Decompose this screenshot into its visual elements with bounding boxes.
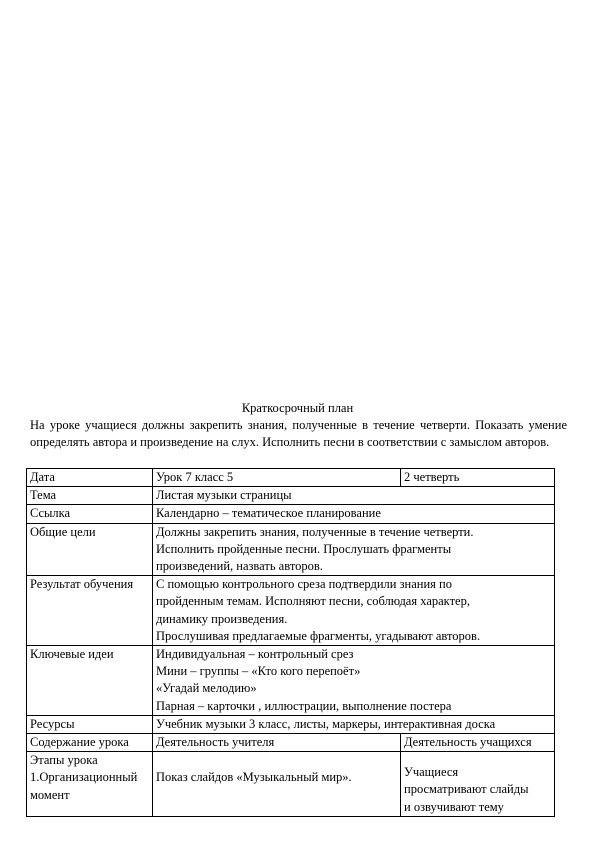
intro-paragraph: На уроке учащиеся должны закрепить знания, полученные в течение четверти. Показать умение определять автора и произведение на слух. Исполнить песни в соответствии с замыслом авторов. — [30, 418, 567, 449]
ideas-line: Парная – карточки , иллюстрации, выполнение постера — [156, 698, 452, 713]
students-line: просматривают слайды — [404, 782, 529, 797]
lesson-info: Урок 7 класс 5 — [153, 469, 401, 487]
goals-value — [153, 523, 555, 576]
ideas-line: Мини – группы – «Кто кого перепоёт» — [156, 664, 361, 679]
ideas-line: «Угадай мелодию» — [156, 681, 257, 696]
reference-label: Ссылка — [27, 505, 153, 523]
resources-label: Ресурсы — [27, 715, 153, 733]
document-title: Краткосрочный план — [241, 401, 354, 415]
table-row — [27, 505, 555, 523]
reference-value: Календарно – тематическое планирование — [153, 505, 555, 523]
stage-line: момент — [30, 787, 70, 802]
column-header-content: Содержание урока — [27, 734, 153, 752]
result-value — [153, 576, 555, 646]
stages-label: Этапы урока — [30, 753, 98, 768]
goals-line: Должны закрепить знания, полученные в течение четверти. — [156, 524, 474, 539]
table-row — [27, 715, 555, 733]
column-header-students: Деятельность учащихся — [401, 734, 555, 752]
ideas-label: Ключевые идеи — [27, 646, 153, 716]
theme-value: Листая музыки страницы — [153, 487, 555, 505]
result-label: Результат обучения — [27, 576, 153, 646]
table-row — [27, 576, 555, 646]
teacher-activity — [153, 752, 401, 817]
column-header-teacher: Деятельность учителя — [153, 734, 401, 752]
result-line: пройденным темам. Исполняют песни, соблюдая характер, — [156, 594, 470, 609]
result-line: динамику произведения. — [156, 611, 288, 626]
table-row — [27, 734, 555, 752]
teacher-activity-text: Показ слайдов «Музыкальный мир». — [156, 770, 352, 785]
stage-line: 1.Организационный — [30, 770, 138, 785]
table-row — [27, 523, 555, 576]
quarter-cell: 2 четверть — [401, 469, 555, 487]
students-activity — [401, 752, 555, 817]
goals-line: Исполнить пройденные песни. Прослушать фрагменты — [156, 541, 452, 556]
resources-value: Учебник музыки 3 класс, листы, маркеры, интерактивная доска — [153, 715, 555, 733]
table-row — [27, 752, 555, 817]
ideas-line: Индивидуальная – контрольный срез — [156, 647, 354, 662]
date-label: Дата — [27, 469, 153, 487]
stage-cell — [27, 752, 153, 817]
table-row — [27, 487, 555, 505]
students-line: Учащиеся — [404, 765, 459, 780]
theme-label: Тема — [27, 487, 153, 505]
result-line: Прослушивая предлагаемые фрагменты, угадывают авторов. — [156, 628, 481, 643]
ideas-value — [153, 646, 555, 716]
goals-label: Общие цели — [27, 523, 153, 576]
table-row — [27, 646, 555, 716]
result-line: С помощью контрольного среза подтвердили знания по — [156, 577, 452, 592]
goals-line: произведений, назвать авторов. — [156, 559, 323, 574]
students-line: и озвучивают тему — [404, 799, 504, 814]
lesson-plan-table — [26, 468, 555, 817]
table-row — [27, 469, 555, 487]
